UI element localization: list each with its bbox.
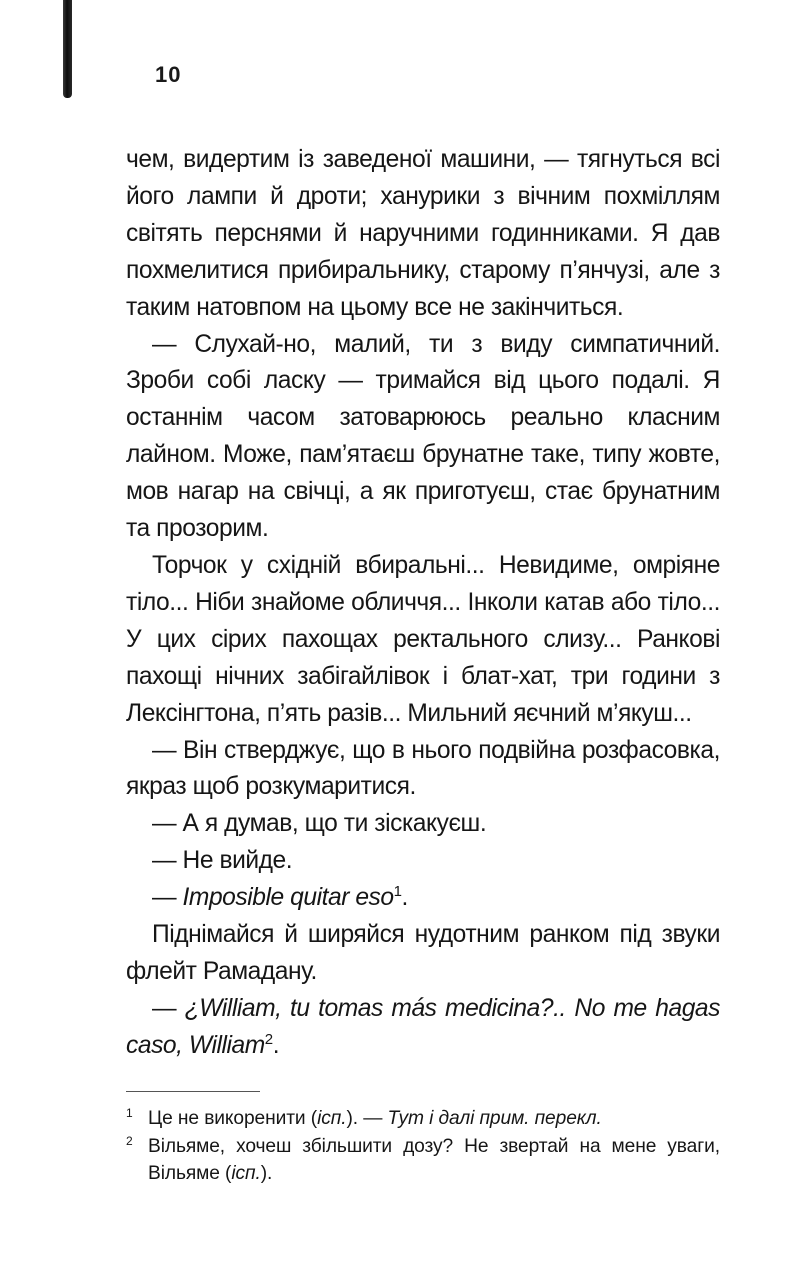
footnote-text: ). — [346,1108,388,1129]
language-abbreviation: icп. [317,1108,347,1129]
footnote-reference[interactable]: 2 [264,1030,273,1048]
punctuation: . [401,884,408,912]
dialogue-dash: — [152,884,183,912]
paragraph: — А я думав, що ти зіскакуєш. [152,810,487,838]
paragraph: — Він стверджує, що в нього подвійна розфасовка, якраз щоб розкумаритися. [126,736,720,801]
paragraph: — Не вийде. [152,847,293,875]
dialogue-dash: — [152,994,185,1022]
language-abbreviation: icп. [231,1163,261,1184]
spanish-phrase: Imposible quitar eso [182,884,394,912]
translator-note: Тут і далі прим. перекл. [387,1108,602,1129]
spanish-phrase: ¿William, tu tomas más medicina?.. No me hagas caso, William [126,994,720,1059]
paragraph: Піднімайся й ширяйся нудотним ранком під звуки флейт Рамадану. [126,921,720,985]
footnote-2 [126,1133,720,1188]
footnote-text: Вільяме, хочеш збільшити дозу? Не звертай на мене уваги, Вільяме ( [148,1135,720,1184]
footnote-text: ). [260,1163,273,1184]
footnote-text: Це не викоренити ( [148,1108,318,1129]
footnote-marker: 2 [126,1133,133,1148]
paragraph: Торчок у східній вбиральні... Невидиме, омріяне тіло... Ніби знайоме обличчя... Інколи катав або тіло... У цих сірих пахощах ректального слизу... Ранкові пахощі нічних забігайлівок і блат-хат, три години з Лексінгтона, п’ять разів... Мильний яєчний м’якуш... [126,551,720,727]
footnote-1 [126,1105,720,1133]
footnote-marker: 1 [126,1106,133,1120]
main-text [126,142,720,1065]
book-binding-edge [63,0,72,98]
paragraph: — Слухай-но, малий, ти з виду симпатичний. Зроби собі ласку — тримайся від цього подалі. Я останнім часом затоварююсь реально класним лайном. Може, пам’ятаєш брунатне таке, типу жовте, мов нагар на свічці, а як приготуєш, стає брунатним та прозорим. [126,330,720,543]
paragraph [126,991,720,1065]
footnote-divider [126,1091,260,1092]
paragraph [126,880,720,917]
footnotes [126,1105,720,1188]
footnote-reference[interactable]: 1 [393,883,402,901]
punctuation: . [272,1031,280,1059]
page-number: 10 [155,62,182,87]
paragraph: чем, видертим із заведеної машини, — тягнуться всі його лампи й дроти; ханурики з вічним похміллям світять перснями й наручними годинниками. Я дав похмелитися прибиральнику, старому п’янчузі, але з таким натовпом на цьому все не закінчиться. [126,146,720,321]
